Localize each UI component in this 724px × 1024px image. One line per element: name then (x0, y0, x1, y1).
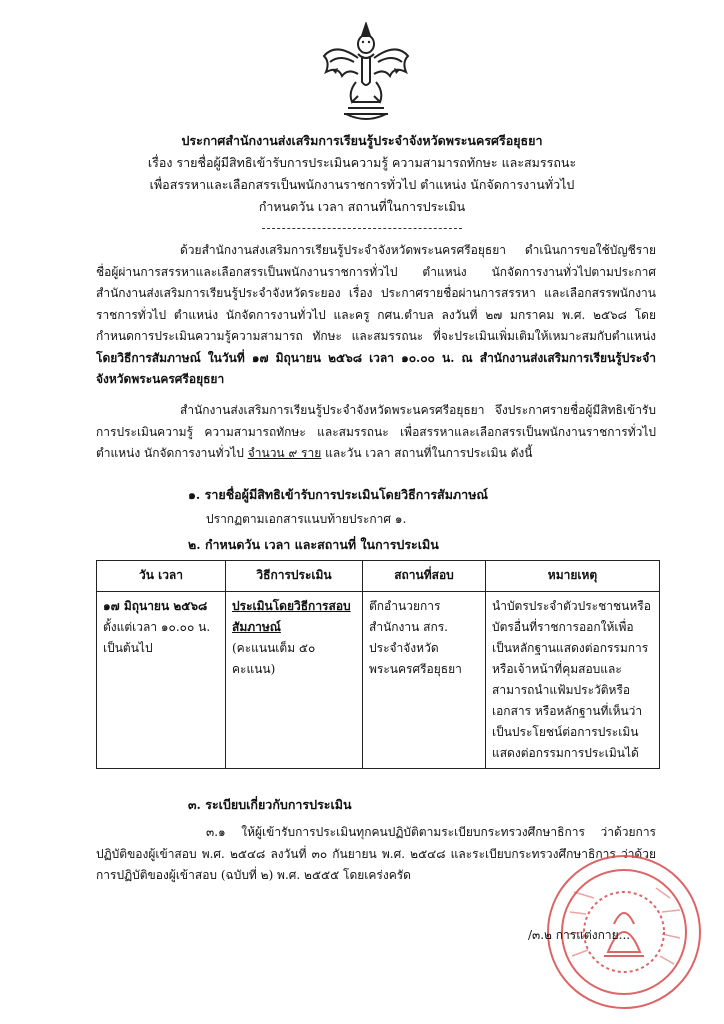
cell-method: ประเมินโดยวิธีการสอบสัมภาษณ์ (คะแนนเต็ม ๕๐ คะแนน) (226, 592, 363, 769)
table-header: หมายเหตุ (486, 561, 660, 592)
table-header: วัน เวลา (97, 561, 226, 592)
subject-line: กำหนดวัน เวลา สถานที่ในการประเมิน (258, 199, 466, 214)
table-header: สถานที่สอบ (363, 561, 486, 592)
section1-sub: ปรากฏตามเอกสารแนบท้ายประกาศ ๑. (206, 512, 407, 526)
cell-place: ตึกอำนวยการ สำนักงาน สกร. ประจำจังหวัดพระนครศรีอยุธยา (363, 592, 486, 769)
count-underlined: จำนวน ๙ ราย (247, 446, 322, 460)
subject-line: เรื่อง รายชื่อผู้มีสิทธิเข้ารับการประเมินความรู้ ความสามารถทักษะ และสมรรถนะ (147, 155, 577, 170)
subject-line: เพื่อสรรหาและเลือกสรรเป็นพนักงานราชการทั่วไป ตำแหน่ง นักจัดการงานทั่วไป (149, 177, 575, 192)
section3-text: ๓.๑ ให้ผู้เข้ารับการประเมินทุกคนปฏิบัติตามระเบียบกระทรวงศึกษาธิการ ว่าด้วยการปฏิบัติของผู้เข้าสอบ พ.ศ. ๒๕๔๘ ลงวันที่ ๓๐ กันยายน พ.ศ. ๒๕๔๘ และระเบียบกระทรวงศึกษาธิการ ว่าด้วยการปฏิบัติของผู้เข้าสอบ (ฉบับที่ ๒) พ.ศ. ๒๕๕๕ โดยเคร่งครัด (96, 825, 656, 882)
paragraph-intro: ด้วยสำนักงานส่งเสริมการเรียนรู้ประจำจังหวัดพระนครศรีอยุธยา ดำเนินการขอใช้บัญชีรายชื่อผู้ผ่านการสรรหาและเลือกสรรเป็นพนักงานราชการทั่วไป ตำแหน่ง นักจัดการงานทั่วไปตามประกาศสำนักงานส่งเสริมการเรียนรู้ประจำจังหวัดระยอง เรื่อง ประกาศรายชื่อผ่านการสรรหา และเลือกสรรพนักงานราชการทั่วไป ตำแหน่ง นักจัดการงานทั่วไป และครู กศน.ตำบล ลงวันที่ ๒๗ มกราคม พ.ศ. ๒๕๖๘ โดยกำหนดการประเมินความรู้ความสามารถ ทักษะ และสมรรถนะ ที่จะประเมินเพิ่มเติมให้เหมาะสมกับตำแหน่ง โดยวิธีการสัมภาษณ์ ในวันที่ ๑๗ มิถุนายน ๒๕๖๘ เวลา ๑๐.๐๐ น. ณ สำนักงานส่งเสริมการเรียนรู้ประจำจังหวัดพระนครศรีอยุธยา (96, 243, 656, 386)
cell-date: ๑๗ มิถุนายน ๒๕๖๘ ตั้งแต่เวลา ๑๐.๐๐ น. เป็นต้นไป (97, 592, 226, 769)
table-header: วิธีการประเมิน (226, 561, 363, 592)
continuation-note: /๓.๒ การแต่งกาย... (528, 928, 631, 942)
header (60, 130, 664, 218)
divider (262, 228, 462, 229)
page-title: ประกาศสำนักงานส่งเสริมการเรียนรู้ประจำจังหวัดพระนครศรีอยุธยา (181, 133, 543, 148)
paragraph-announce: สำนักงานส่งเสริมการเรียนรู้ประจำจังหวัดพระนครศรีอยุธยา จึงประกาศรายชื่อผู้มีสิทธิเข้ารับการประเมินความรู้ ความสามารถทักษะ และสมรรถนะ เพื่อสรรหาและเลือกสรรเป็นพนักงานราชการทั่วไป ตำแหน่ง นักจัดการงานทั่วไป จำนวน ๙ ราย และวัน เวลา สถานที่ในการประเมิน ดังนี้ (96, 403, 656, 460)
schedule-table (96, 560, 660, 769)
section3-heading: ๓. ระเบียบเกี่ยวกับการประเมิน (188, 797, 352, 812)
section2-heading: ๒. กำหนดวัน เวลา และสถานที่ ในการประเมิน (188, 537, 439, 552)
cell-note: นำบัตรประจำตัวประชาชนหรือบัตรอื่นที่ราชการออกให้เพื่อเป็นหลักฐานแสดงต่อกรรมการ หรือเจ้าหน้าที่คุมสอบและสามารถนำแฟ้มประวัติหรือเอกสาร หรือหลักฐานที่เห็นว่าเป็นประโยชน์ต่อการประเมิน แสดงต่อกรรมการประเมินได้ (486, 592, 660, 769)
section1-heading: ๑. รายชื่อผู้มีสิทธิเข้ารับการประเมินโดยวิธีการสัมภาษณ์ (188, 487, 489, 502)
table-row (97, 592, 660, 769)
interview-date-bold: โดยวิธีการสัมภาษณ์ ในวันที่ ๑๗ มิถุนายน ๒๕๖๘ เวลา ๑๐.๐๐ น. ณ สำนักงานส่งเสริมการเรียนรู้ประจำจังหวัดพระนครศรีอยุธยา (96, 350, 656, 386)
garuda-emblem-icon (318, 22, 414, 124)
